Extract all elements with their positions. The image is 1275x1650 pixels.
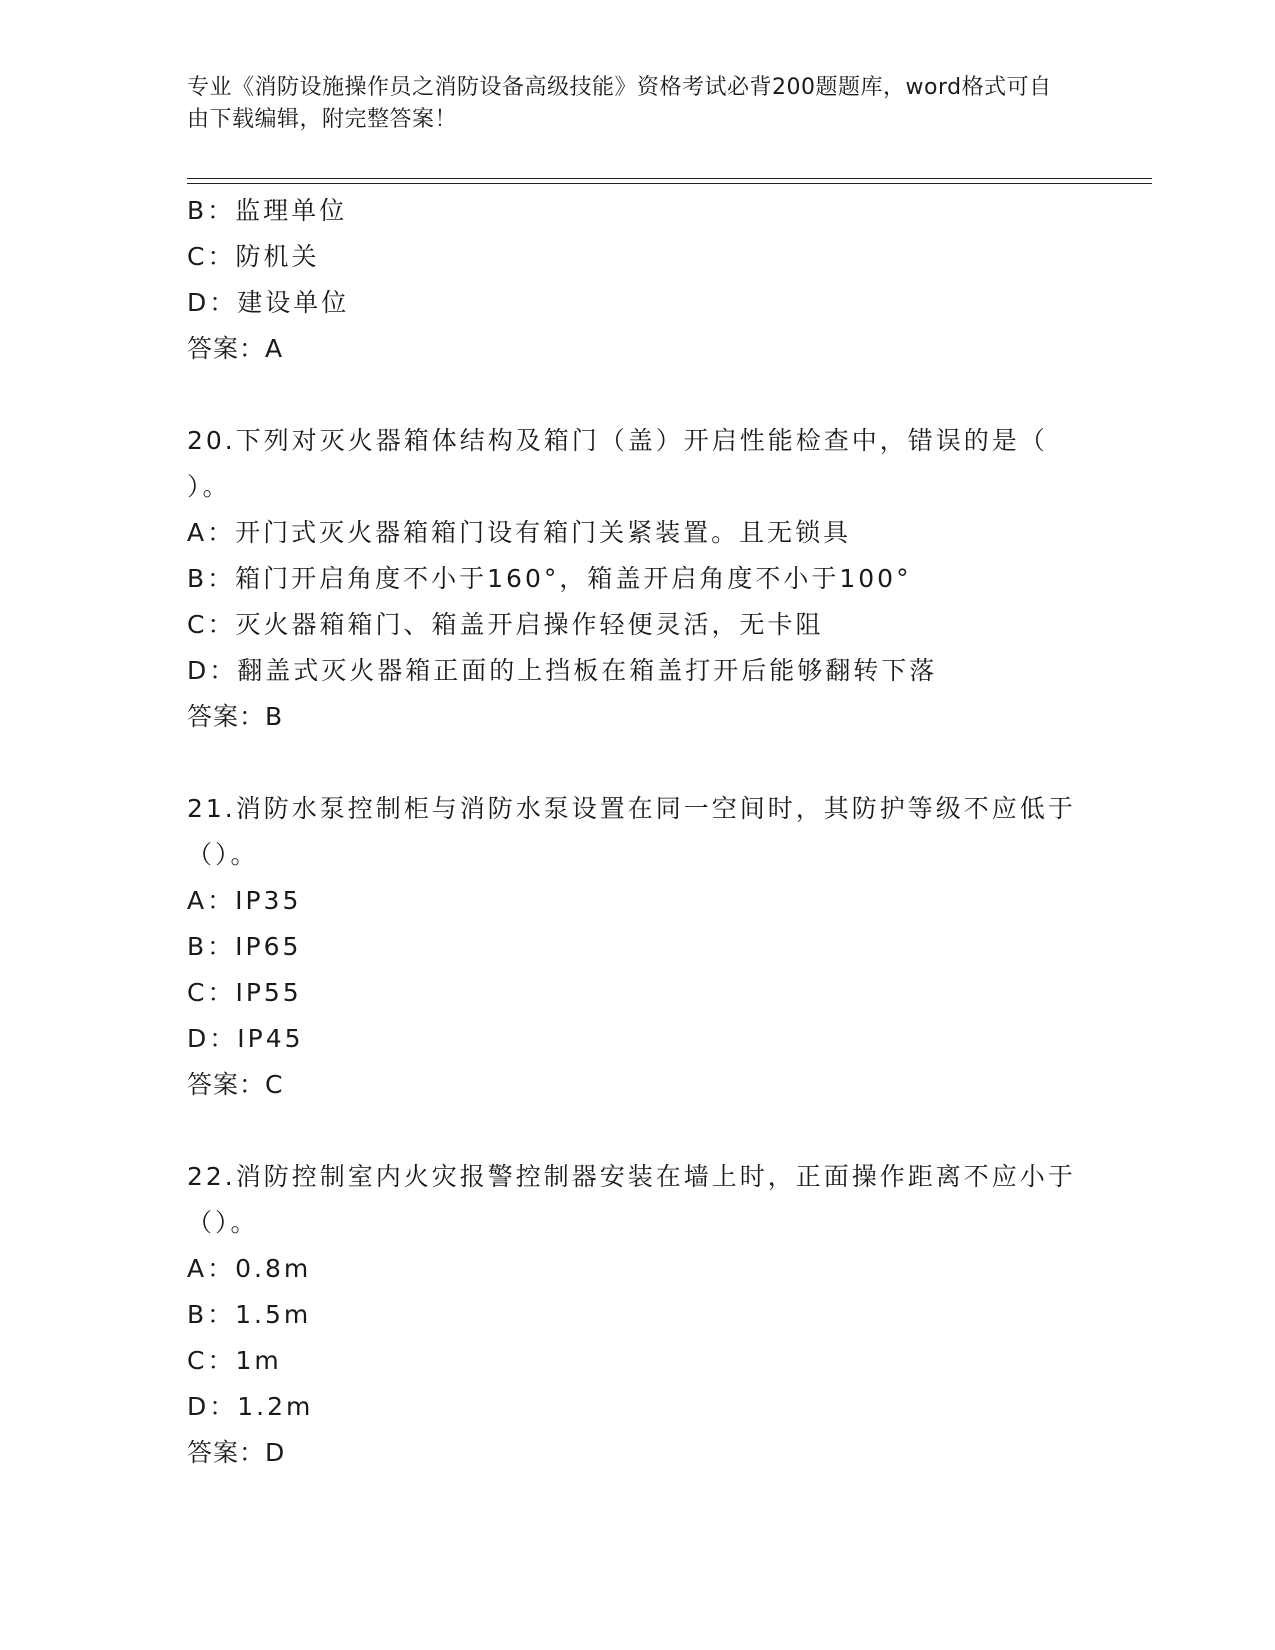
option-b: B：监理单位	[187, 196, 348, 225]
question-list	[187, 188, 1087, 1476]
option-c: C：IP55	[187, 978, 302, 1007]
option-c: C：灭火器箱箱门、箱盖开启操作轻便灵活，无卡阻	[187, 610, 824, 639]
option-a: A：0.8m	[187, 1254, 312, 1283]
option-d: D：IP45	[187, 1024, 304, 1053]
question-block-21	[187, 786, 1087, 1108]
question-block-20	[187, 418, 1087, 740]
header-divider-top	[187, 178, 1152, 179]
spacer	[187, 1108, 1087, 1154]
question-text: 20.下列对灭火器箱体结构及箱门（盖）开启性能检查中，错误的是（ ）。	[187, 426, 1048, 501]
prev-question-block	[187, 188, 1087, 372]
question-text: 22.消防控制室内火灾报警控制器安装在墙上时，正面操作距离不应小于（）。	[187, 1162, 1076, 1237]
option-d: D：翻盖式灭火器箱正面的上挡板在箱盖打开后能够翻转下落	[187, 656, 938, 685]
spacer	[187, 372, 1087, 418]
option-d: D：建设单位	[187, 288, 350, 317]
answer-line: 答案：C	[187, 1070, 284, 1099]
spacer	[187, 740, 1087, 786]
option-c: C：防机关	[187, 242, 320, 271]
option-a: A：开门式灭火器箱箱门设有箱门关紧装置。且无锁具	[187, 518, 852, 547]
header-divider-bottom	[187, 183, 1152, 184]
answer-line: 答案：A	[187, 334, 284, 363]
option-b: B：箱门开启角度不小于160°，箱盖开启角度不小于100°	[187, 564, 912, 593]
option-b: B：IP65	[187, 932, 302, 961]
question-text: 21.消防水泵控制柜与消防水泵设置在同一空间时，其防护等级不应低于（）。	[187, 794, 1076, 869]
option-b: B：1.5m	[187, 1300, 312, 1329]
option-a: A：IP35	[187, 886, 302, 915]
option-d: D：1.2m	[187, 1392, 314, 1421]
document-header: 专业《消防设施操作员之消防设备高级技能》资格考试必背200题题库，word格式可自由下载编辑，附完整答案！	[187, 75, 1052, 132]
answer-line: 答案：D	[187, 1438, 286, 1467]
question-block-22	[187, 1154, 1087, 1476]
answer-line: 答案：B	[187, 702, 284, 731]
option-c: C：1m	[187, 1346, 282, 1375]
